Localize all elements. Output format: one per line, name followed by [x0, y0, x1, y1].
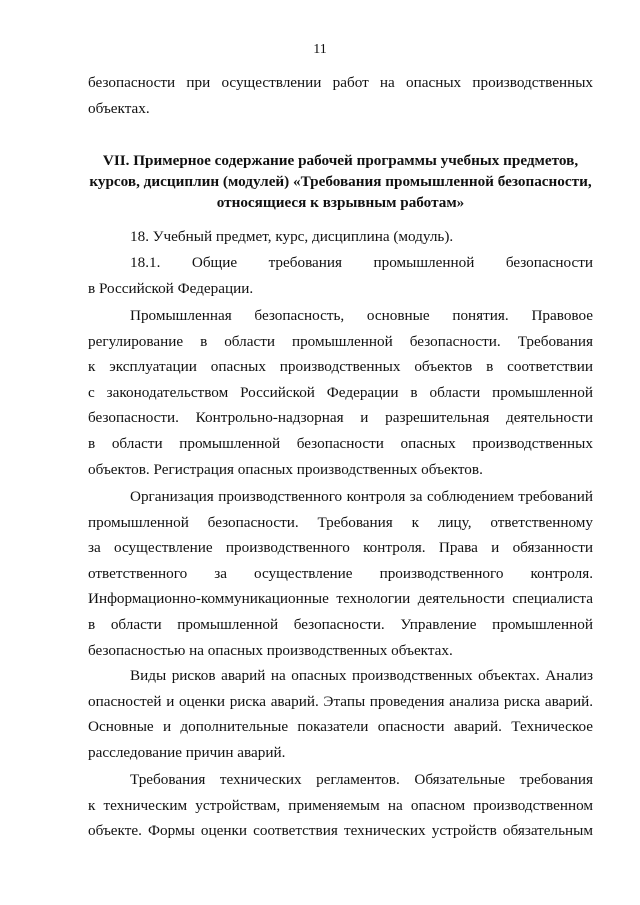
text-line: с законодательством Российской Федерации в области промышленной — [88, 383, 593, 401]
text-line: объектах. — [88, 99, 150, 117]
text-line: безопасности при осуществлении работ на опасных производственных — [88, 74, 593, 91]
text-line: безопасностью на опасных производственных объектах. — [88, 641, 453, 659]
text-line: в области промышленной безопасности опасных производственных — [88, 434, 593, 452]
text-line: объекте. Формы оценки соответствия технических устройств обязательным — [88, 822, 593, 840]
text-line: Основные и дополнительные показатели опасности аварий. Техническое — [88, 718, 593, 736]
text-line: 18. Учебный предмет, курс, дисциплина (модуль). — [130, 228, 454, 245]
text-line: Требования технических регламентов. Обязательные требования — [130, 771, 593, 788]
page-number: 11 — [313, 42, 327, 57]
paragraph-2 — [88, 484, 593, 663]
text-line: объектов. Регистрация опасных производственных объектов. — [88, 460, 483, 478]
text-line: к эксплуатации опасных производственных объектов в соответствии — [88, 358, 593, 376]
heading-line: относящиеся к взрывным работам» — [216, 194, 465, 211]
paragraph-1 — [88, 303, 593, 482]
text-line: регулирование в области промышленной безопасности. Требования — [88, 332, 593, 350]
heading-line: курсов, дисциплин (модулей) «Требования промышленной безопасности, — [89, 173, 592, 190]
text-line: расследование причин аварий. — [88, 743, 286, 761]
text-line: за осуществление производственного контроля. Права и обязанности — [88, 539, 593, 557]
intro-paragraph — [88, 70, 593, 121]
text-line: безопасности. Контрольно-надзорная и разрешительная деятельности — [88, 409, 593, 427]
item-18 — [130, 224, 593, 250]
text-line: к техническим устройствам, применяемым на опасном производственном — [88, 796, 593, 814]
text-line: промышленной безопасности. Требования к лицу, ответственному — [88, 513, 593, 531]
text-line: Организация производственного контроля за соблюдением требований — [130, 488, 593, 505]
text-line: 18.1. Общие требования промышленной безопасности — [130, 254, 593, 271]
text-line: опасностей и оценки риска аварий. Этапы проведения анализа риска аварий. — [88, 692, 593, 710]
paragraph-4 — [88, 767, 593, 844]
text-line: в Российской Федерации. — [88, 279, 254, 297]
item-18-1 — [88, 250, 593, 301]
text-line: в области промышленной безопасности. Управление промышленной — [88, 615, 593, 633]
text-line: Информационно-коммуникационные технологии деятельности специалиста — [88, 590, 593, 608]
text-line: Промышленная безопасность, основные понятия. Правовое — [130, 307, 593, 324]
heading-line: VII. Примерное содержание рабочей программы учебных предметов, — [102, 152, 579, 169]
paragraph-3 — [88, 663, 593, 765]
text-line: ответственного за осуществление производственного контроля. — [88, 564, 593, 582]
section-heading — [88, 150, 593, 213]
text-line: Виды рисков аварий на опасных производственных объектах. Анализ — [130, 667, 593, 684]
